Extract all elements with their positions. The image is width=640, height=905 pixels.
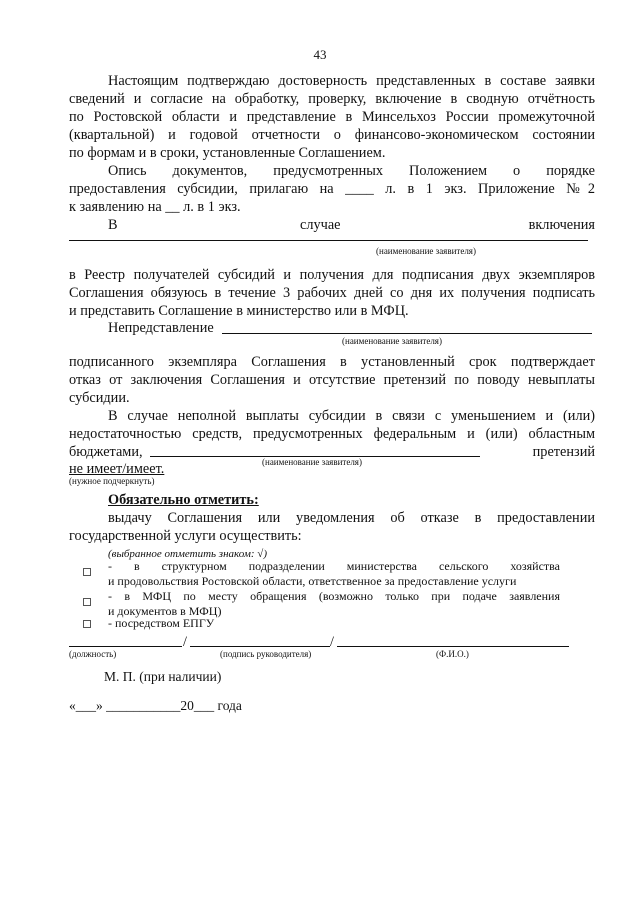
has-claims-choice[interactable]: не имеет/имеет. [69,461,165,477]
signature-caption: (подпись руководителя) [220,649,312,659]
option-epgu-checkbox[interactable] [83,620,91,628]
paragraph-8-line-2: государственной услуги осуществить: [69,528,302,544]
paragraph-7-line-1: В случае неполной выплаты субсидии в связи с уменьшением и (или) [108,408,595,424]
paragraph-8-line-1: выдачу Соглашения или уведомления об отказе в предоставлении [108,510,595,526]
option-ministry-line-2: и продовольствия Ростовской области, ответственное за предоставление услуги [108,574,517,588]
seal-note: М. П. (при наличии) [104,669,222,684]
paragraph-5-label: Непредставление [108,320,214,336]
signature-separator-1: / [183,634,187,650]
applicant-name-caption-1: (наименование заявителя) [376,246,476,256]
option-ministry-checkbox[interactable] [83,568,91,576]
date-line: «___» ___________20___ года [69,698,242,713]
paragraph-1-line-1: Настоящим подтверждаю достоверность представленных в составе заявки [108,73,595,89]
paragraph-7-claims: претензий [532,444,595,460]
option-epgu-label: - посредством ЕПГУ [108,616,215,630]
applicant-name-caption-3: (наименование заявителя) [262,457,362,467]
paragraph-7-budgets: бюджетами, [69,444,143,460]
paragraph-4-line-2: Соглашения обязуюсь в течение 3 рабочих дней со дня их получения подписать [69,285,595,301]
paragraph-6-line-3: субсидии. [69,390,130,406]
paragraph-1-line-4: (квартальной) и годовой отчетности о финансово-экономическом состоянии [69,127,595,143]
signature-line [190,646,330,647]
paragraph-2-line-1: Опись документов, предусмотренных Положением о порядке [108,163,595,179]
applicant-name-line-1 [69,240,588,241]
paragraph-7-line-2: недостаточностью средств, предусмотренных федеральным и (или) областным [69,426,595,442]
applicant-name-caption-2: (наименование заявителя) [342,336,442,346]
paragraph-1-line-5: по формам и в сроки, установленные Соглашением. [69,145,386,161]
signature-separator-2: / [330,634,334,650]
applicant-name-line-2 [222,333,592,334]
paragraph-2-line-3: к заявлению на __ л. в 1 экз. [69,199,241,215]
position-caption: (должность) [69,649,117,659]
mark-hint: (выбранное отметить знаком: √) [108,548,268,560]
option-mfc-line-1: - в МФЦ по месту обращения (возможно только при подаче заявления [108,589,560,603]
full-name-caption: (Ф.И.О.) [436,649,469,659]
full-name-line [337,646,569,647]
paragraph-6-line-2: отказ от заключения Соглашения и отсутствие претензий по поводу невыплаты [69,372,595,388]
option-mfc-line-2: и документов в МФЦ) [108,604,222,618]
paragraph-4-line-1: в Реестр получателей субсидий и получения для подписания двух экземпляров [69,267,595,283]
underline-caption: (нужное подчеркнуть) [69,476,155,486]
position-line [69,646,182,647]
paragraph-1-line-3: по Ростовской области и представление в Минсельхоз России промежуточной [69,109,595,125]
paragraph-3-word-1: В [108,217,118,233]
paragraph-3-word-3: включения [528,217,595,233]
must-note-heading: Обязательно отметить: [108,492,259,508]
paragraph-6-line-1: подписанного экземпляра Соглашения в установленный срок подтверждает [69,354,595,370]
paragraph-2-line-2: предоставления субсидии, прилагаю на ____ л. в 1 экз. Приложение №2 [69,181,595,197]
option-ministry-line-1: - в структурном подразделении министерства сельского хозяйства [108,559,560,573]
option-mfc-checkbox[interactable] [83,598,91,606]
page-number: 43 [313,47,327,62]
paragraph-4-line-3: и представить Соглашение в министерство или в МФЦ. [69,303,409,319]
paragraph-3-word-2: случае [300,217,341,233]
paragraph-1-line-2: сведений и согласие на обработку, проверку, включение в сводную отчётность [69,91,595,107]
